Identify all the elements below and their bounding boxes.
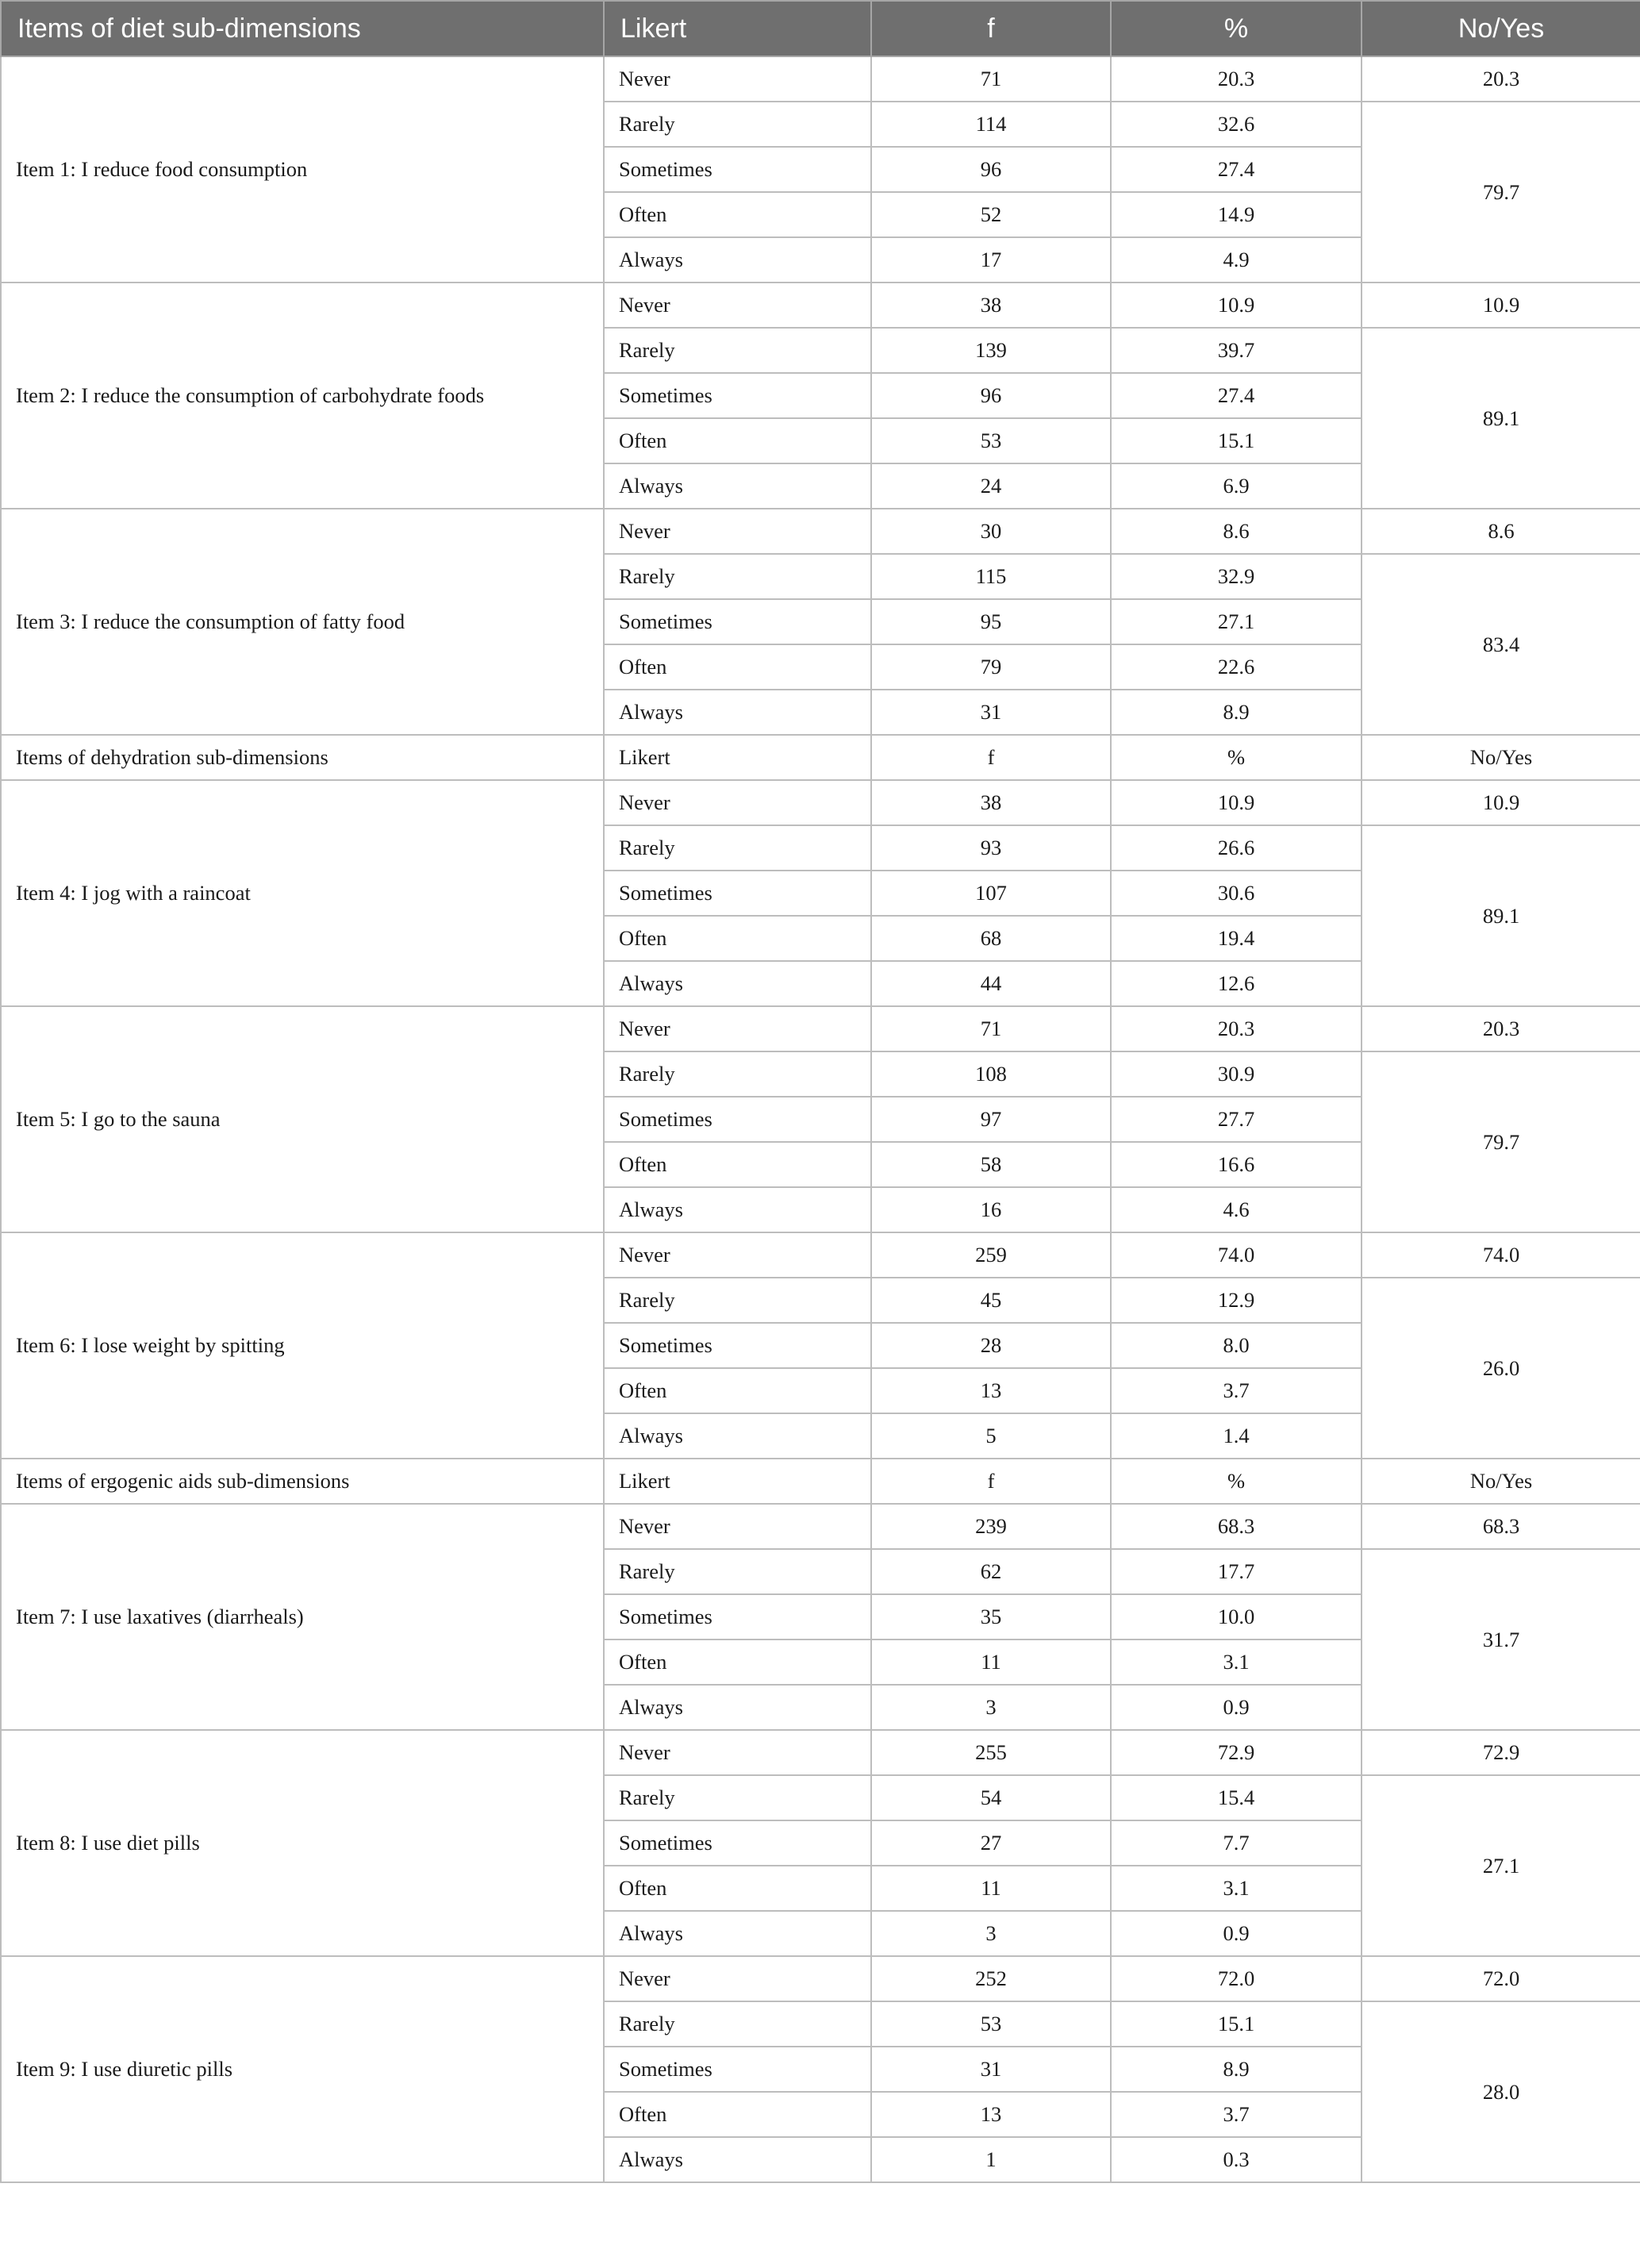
yes-value-cell: 31.7 bbox=[1362, 1549, 1640, 1730]
percent-cell: 8.6 bbox=[1111, 509, 1362, 554]
no-value-cell: 72.9 bbox=[1362, 1730, 1640, 1775]
item-label: Item 3: I reduce the consumption of fatty food bbox=[1, 509, 604, 735]
frequency-cell: 45 bbox=[871, 1278, 1111, 1323]
frequency-cell: 115 bbox=[871, 554, 1111, 599]
section-heading-f: f bbox=[871, 1459, 1111, 1504]
frequency-cell: 96 bbox=[871, 373, 1111, 418]
likert-cell: Often bbox=[604, 1639, 871, 1685]
percent-cell: 0.3 bbox=[1111, 2137, 1362, 2182]
percent-cell: 20.3 bbox=[1111, 56, 1362, 102]
percent-cell: 16.6 bbox=[1111, 1142, 1362, 1187]
likert-cell: Often bbox=[604, 192, 871, 237]
likert-cell: Sometimes bbox=[604, 147, 871, 192]
frequency-cell: 139 bbox=[871, 328, 1111, 373]
frequency-cell: 5 bbox=[871, 1413, 1111, 1459]
item-label: Item 8: I use diet pills bbox=[1, 1730, 604, 1956]
frequency-cell: 30 bbox=[871, 509, 1111, 554]
table-row bbox=[1, 509, 1640, 554]
percent-cell: 10.9 bbox=[1111, 283, 1362, 328]
section-heading-likert: Likert bbox=[604, 1459, 871, 1504]
frequency-cell: 114 bbox=[871, 102, 1111, 147]
percent-cell: 8.9 bbox=[1111, 2047, 1362, 2092]
no-value-cell: 72.0 bbox=[1362, 1956, 1640, 2001]
no-value-cell: 74.0 bbox=[1362, 1232, 1640, 1278]
header-percent: % bbox=[1111, 1, 1362, 56]
likert-cell: Always bbox=[604, 961, 871, 1006]
table-row bbox=[1, 56, 1640, 102]
frequency-cell: 52 bbox=[871, 192, 1111, 237]
likert-cell: Always bbox=[604, 1187, 871, 1232]
frequency-cell: 62 bbox=[871, 1549, 1111, 1594]
item-label: Item 9: I use diuretic pills bbox=[1, 1956, 604, 2182]
percent-cell: 27.4 bbox=[1111, 147, 1362, 192]
frequency-cell: 11 bbox=[871, 1866, 1111, 1911]
likert-cell: Sometimes bbox=[604, 599, 871, 644]
likert-cell: Sometimes bbox=[604, 1323, 871, 1368]
likert-cell: Never bbox=[604, 1956, 871, 2001]
percent-cell: 8.0 bbox=[1111, 1323, 1362, 1368]
frequency-cell: 53 bbox=[871, 418, 1111, 463]
likert-cell: Rarely bbox=[604, 825, 871, 871]
likert-cell: Never bbox=[604, 56, 871, 102]
table-row bbox=[1, 1006, 1640, 1051]
frequency-cell: 97 bbox=[871, 1097, 1111, 1142]
percent-cell: 26.6 bbox=[1111, 825, 1362, 871]
likert-cell: Always bbox=[604, 1911, 871, 1956]
likert-cell: Rarely bbox=[604, 328, 871, 373]
table-row bbox=[1, 1232, 1640, 1278]
header-likert: Likert bbox=[604, 1, 871, 56]
frequency-cell: 93 bbox=[871, 825, 1111, 871]
section-heading-percent: % bbox=[1111, 735, 1362, 780]
frequency-cell: 13 bbox=[871, 1368, 1111, 1413]
frequency-cell: 53 bbox=[871, 2001, 1111, 2047]
likert-cell: Always bbox=[604, 237, 871, 283]
likert-cell: Always bbox=[604, 1685, 871, 1730]
table-body bbox=[1, 56, 1640, 2182]
percent-cell: 3.7 bbox=[1111, 2092, 1362, 2137]
likert-cell: Rarely bbox=[604, 1775, 871, 1820]
likert-cell: Always bbox=[604, 690, 871, 735]
percent-cell: 10.0 bbox=[1111, 1594, 1362, 1639]
percent-cell: 0.9 bbox=[1111, 1685, 1362, 1730]
no-value-cell: 10.9 bbox=[1362, 780, 1640, 825]
percent-cell: 4.6 bbox=[1111, 1187, 1362, 1232]
yes-value-cell: 26.0 bbox=[1362, 1278, 1640, 1459]
percent-cell: 15.4 bbox=[1111, 1775, 1362, 1820]
likert-cell: Always bbox=[604, 2137, 871, 2182]
percent-cell: 27.4 bbox=[1111, 373, 1362, 418]
likert-cell: Often bbox=[604, 1368, 871, 1413]
table-header-row bbox=[1, 1, 1640, 56]
no-value-cell: 20.3 bbox=[1362, 1006, 1640, 1051]
table-row bbox=[1, 1956, 1640, 2001]
percent-cell: 30.9 bbox=[1111, 1051, 1362, 1097]
frequency-cell: 259 bbox=[871, 1232, 1111, 1278]
frequency-cell: 108 bbox=[871, 1051, 1111, 1097]
header-f: f bbox=[871, 1, 1111, 56]
likert-cell: Never bbox=[604, 509, 871, 554]
table-row bbox=[1, 1504, 1640, 1549]
frequency-cell: 79 bbox=[871, 644, 1111, 690]
likert-cell: Sometimes bbox=[604, 2047, 871, 2092]
frequency-cell: 11 bbox=[871, 1639, 1111, 1685]
likert-cell: Sometimes bbox=[604, 871, 871, 916]
frequency-cell: 1 bbox=[871, 2137, 1111, 2182]
likert-cell: Never bbox=[604, 1504, 871, 1549]
item-label: Item 1: I reduce food consumption bbox=[1, 56, 604, 283]
likert-cell: Rarely bbox=[604, 2001, 871, 2047]
frequency-cell: 96 bbox=[871, 147, 1111, 192]
likert-cell: Never bbox=[604, 780, 871, 825]
likert-cell: Often bbox=[604, 418, 871, 463]
likert-cell: Often bbox=[604, 1142, 871, 1187]
likert-cell: Sometimes bbox=[604, 373, 871, 418]
percent-cell: 3.1 bbox=[1111, 1866, 1362, 1911]
no-value-cell: 68.3 bbox=[1362, 1504, 1640, 1549]
header-no-yes: No/Yes bbox=[1362, 1, 1640, 56]
no-value-cell: 8.6 bbox=[1362, 509, 1640, 554]
frequency-cell: 38 bbox=[871, 283, 1111, 328]
percent-cell: 7.7 bbox=[1111, 1820, 1362, 1866]
table-row bbox=[1, 780, 1640, 825]
section-heading-no-yes: No/Yes bbox=[1362, 1459, 1640, 1504]
frequency-cell: 95 bbox=[871, 599, 1111, 644]
likert-cell: Never bbox=[604, 1232, 871, 1278]
frequency-cell: 13 bbox=[871, 2092, 1111, 2137]
likert-cell: Sometimes bbox=[604, 1097, 871, 1142]
likert-cell: Often bbox=[604, 1866, 871, 1911]
likert-cell: Sometimes bbox=[604, 1594, 871, 1639]
likert-cell: Often bbox=[604, 2092, 871, 2137]
frequency-cell: 252 bbox=[871, 1956, 1111, 2001]
frequency-cell: 3 bbox=[871, 1911, 1111, 1956]
section-heading-no-yes: No/Yes bbox=[1362, 735, 1640, 780]
percent-cell: 27.7 bbox=[1111, 1097, 1362, 1142]
percent-cell: 19.4 bbox=[1111, 916, 1362, 961]
frequency-cell: 31 bbox=[871, 690, 1111, 735]
item-label: Item 5: I go to the sauna bbox=[1, 1006, 604, 1232]
frequency-cell: 3 bbox=[871, 1685, 1111, 1730]
likert-cell: Never bbox=[604, 1006, 871, 1051]
frequency-cell: 27 bbox=[871, 1820, 1111, 1866]
percent-cell: 20.3 bbox=[1111, 1006, 1362, 1051]
percent-cell: 74.0 bbox=[1111, 1232, 1362, 1278]
likert-cell: Rarely bbox=[604, 102, 871, 147]
frequency-cell: 54 bbox=[871, 1775, 1111, 1820]
yes-value-cell: 27.1 bbox=[1362, 1775, 1640, 1956]
likert-cell: Never bbox=[604, 1730, 871, 1775]
item-label: Item 2: I reduce the consumption of carbohydrate foods bbox=[1, 283, 604, 509]
likert-cell: Always bbox=[604, 1413, 871, 1459]
section-heading-row bbox=[1, 735, 1640, 780]
percent-cell: 8.9 bbox=[1111, 690, 1362, 735]
likert-cell: Never bbox=[604, 283, 871, 328]
no-value-cell: 10.9 bbox=[1362, 283, 1640, 328]
section-heading-f: f bbox=[871, 735, 1111, 780]
percent-cell: 10.9 bbox=[1111, 780, 1362, 825]
frequency-cell: 17 bbox=[871, 237, 1111, 283]
header-items: Items of diet sub-dimensions bbox=[1, 1, 604, 56]
frequency-cell: 68 bbox=[871, 916, 1111, 961]
section-heading-likert: Likert bbox=[604, 735, 871, 780]
frequency-cell: 28 bbox=[871, 1323, 1111, 1368]
frequency-cell: 71 bbox=[871, 1006, 1111, 1051]
percent-cell: 3.1 bbox=[1111, 1639, 1362, 1685]
percent-cell: 12.6 bbox=[1111, 961, 1362, 1006]
frequency-cell: 107 bbox=[871, 871, 1111, 916]
table-row bbox=[1, 283, 1640, 328]
percent-cell: 15.1 bbox=[1111, 2001, 1362, 2047]
percent-cell: 4.9 bbox=[1111, 237, 1362, 283]
frequency-cell: 44 bbox=[871, 961, 1111, 1006]
percent-cell: 72.9 bbox=[1111, 1730, 1362, 1775]
likert-cell: Rarely bbox=[604, 1278, 871, 1323]
frequency-cell: 239 bbox=[871, 1504, 1111, 1549]
likert-cell: Rarely bbox=[604, 1051, 871, 1097]
yes-value-cell: 89.1 bbox=[1362, 328, 1640, 509]
yes-value-cell: 28.0 bbox=[1362, 2001, 1640, 2182]
percent-cell: 27.1 bbox=[1111, 599, 1362, 644]
frequency-cell: 58 bbox=[871, 1142, 1111, 1187]
table-row bbox=[1, 1730, 1640, 1775]
percent-cell: 15.1 bbox=[1111, 418, 1362, 463]
percent-cell: 32.9 bbox=[1111, 554, 1362, 599]
percent-cell: 32.6 bbox=[1111, 102, 1362, 147]
frequency-cell: 24 bbox=[871, 463, 1111, 509]
yes-value-cell: 89.1 bbox=[1362, 825, 1640, 1006]
item-label: Item 7: I use laxatives (diarrheals) bbox=[1, 1504, 604, 1730]
percent-cell: 30.6 bbox=[1111, 871, 1362, 916]
item-label: Item 6: I lose weight by spitting bbox=[1, 1232, 604, 1459]
likert-cell: Often bbox=[604, 644, 871, 690]
percent-cell: 39.7 bbox=[1111, 328, 1362, 373]
likert-cell: Rarely bbox=[604, 1549, 871, 1594]
percent-cell: 72.0 bbox=[1111, 1956, 1362, 2001]
section-heading-items: Items of dehydration sub-dimensions bbox=[1, 735, 604, 780]
section-heading-percent: % bbox=[1111, 1459, 1362, 1504]
yes-value-cell: 83.4 bbox=[1362, 554, 1640, 735]
likert-cell: Always bbox=[604, 463, 871, 509]
frequency-cell: 31 bbox=[871, 2047, 1111, 2092]
yes-value-cell: 79.7 bbox=[1362, 102, 1640, 283]
percent-cell: 3.7 bbox=[1111, 1368, 1362, 1413]
frequency-cell: 35 bbox=[871, 1594, 1111, 1639]
frequency-cell: 255 bbox=[871, 1730, 1111, 1775]
section-heading-row bbox=[1, 1459, 1640, 1504]
percent-cell: 68.3 bbox=[1111, 1504, 1362, 1549]
percent-cell: 14.9 bbox=[1111, 192, 1362, 237]
percent-cell: 17.7 bbox=[1111, 1549, 1362, 1594]
item-label: Item 4: I jog with a raincoat bbox=[1, 780, 604, 1006]
no-value-cell: 20.3 bbox=[1362, 56, 1640, 102]
percent-cell: 0.9 bbox=[1111, 1911, 1362, 1956]
percent-cell: 6.9 bbox=[1111, 463, 1362, 509]
yes-value-cell: 79.7 bbox=[1362, 1051, 1640, 1232]
likert-cell: Often bbox=[604, 916, 871, 961]
likert-cell: Rarely bbox=[604, 554, 871, 599]
frequency-cell: 38 bbox=[871, 780, 1111, 825]
percent-cell: 1.4 bbox=[1111, 1413, 1362, 1459]
percent-cell: 22.6 bbox=[1111, 644, 1362, 690]
section-heading-items: Items of ergogenic aids sub-dimensions bbox=[1, 1459, 604, 1504]
likert-cell: Sometimes bbox=[604, 1820, 871, 1866]
percent-cell: 12.9 bbox=[1111, 1278, 1362, 1323]
frequency-cell: 71 bbox=[871, 56, 1111, 102]
frequency-cell: 16 bbox=[871, 1187, 1111, 1232]
